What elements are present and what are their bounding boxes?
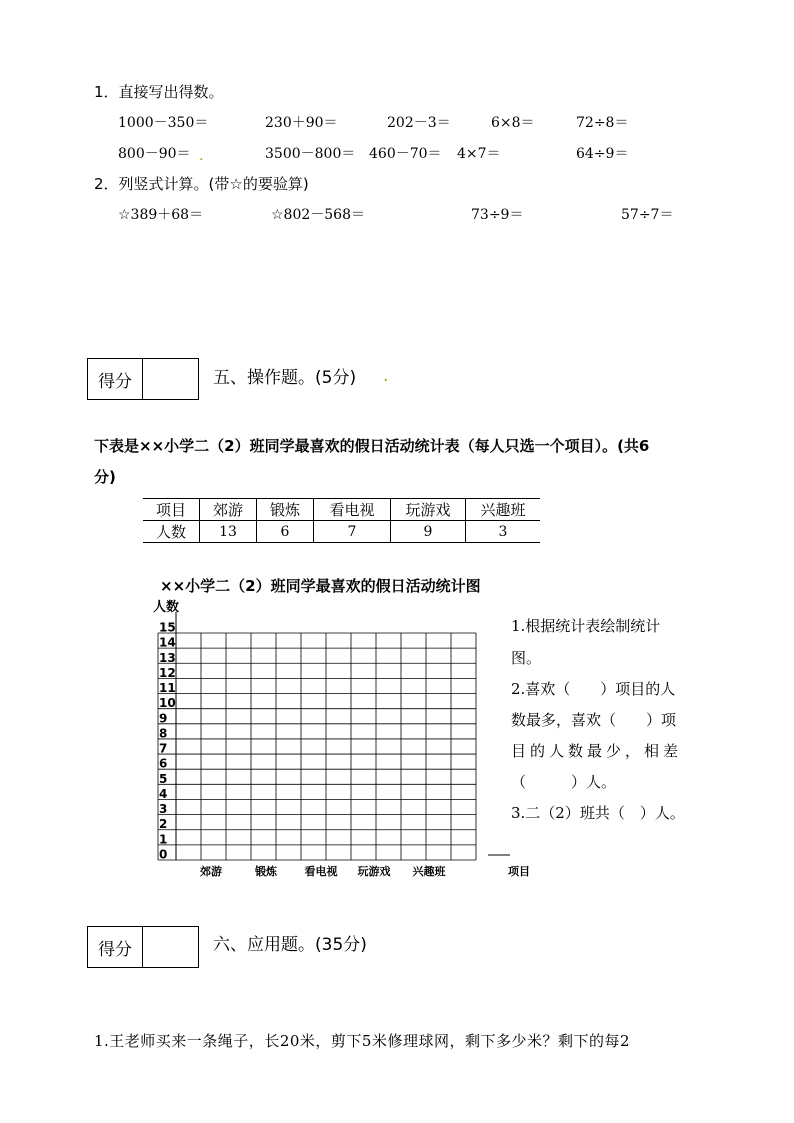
y-tick-label: 2	[159, 817, 168, 832]
q2-item-1: ☆389＋68＝	[118, 207, 204, 223]
q1-r2-c3: 460－70＝	[369, 146, 442, 162]
score-label: 得分	[88, 359, 143, 399]
y-tick-label: 3	[159, 802, 168, 817]
q1-title: 1．直接写出得数。	[94, 83, 224, 101]
chart-title: ××小学二（2）班同学最喜欢的假日活动统计图	[160, 577, 481, 595]
score-field[interactable]	[143, 927, 198, 967]
section6-heading: 六、应用题。(35分)	[213, 935, 367, 955]
score-field[interactable]	[143, 359, 198, 399]
x-category-label: 郊游	[200, 865, 222, 878]
y-tick-label: 7	[159, 741, 168, 756]
x-category-label: 玩游戏	[357, 865, 391, 878]
y-tick-label: 15	[159, 620, 176, 635]
chart-question-line: 数最多，喜欢（ ）项	[511, 711, 677, 729]
x-category-label: 锻炼	[255, 865, 277, 878]
stat-table	[143, 498, 540, 543]
y-tick-label: 10	[159, 696, 176, 711]
score-box-6	[87, 926, 199, 968]
stat-value-cell: 7	[314, 521, 391, 543]
stat-row-label: 人数	[143, 521, 200, 543]
q1-r1-c1: 1000－350＝	[118, 115, 209, 131]
y-tick-label: 6	[159, 756, 168, 771]
y-tick-label: 12	[159, 665, 176, 680]
q1-r2-c5: 64÷9＝	[576, 146, 629, 162]
y-tick-label: 0	[159, 847, 168, 862]
section5-heading: 五、操作题。(5分)	[213, 368, 357, 388]
chart-question-line: 1.根据统计表绘制统计	[511, 617, 661, 635]
y-tick-label: 14	[159, 635, 176, 650]
y-tick-label: 4	[159, 786, 168, 801]
q2-item-3: 73÷9＝	[471, 207, 524, 223]
x-category-label: 兴趣班	[412, 865, 446, 878]
stat-header-cell: 锻炼	[257, 499, 314, 521]
section6-q1: 1.王老师买来一条绳子，长20米，剪下5米修理球网，剩下多少米？剩下的每2	[94, 1032, 630, 1050]
y-tick-label: 13	[159, 650, 176, 665]
q2-title: 2．列竖式计算。(带☆的要验算)	[94, 175, 309, 193]
stat-header-cell: 兴趣班	[466, 499, 541, 521]
chart-question-line: 2.喜欢（ ）项目的人	[511, 680, 676, 698]
x-category-label: 看电视	[304, 865, 338, 878]
stat-header-cell: 项目	[143, 499, 200, 521]
stat-header-cell: 看电视	[314, 499, 391, 521]
q1-r1-c3: 202－3＝	[387, 115, 451, 131]
q1-r1-c4: 6×8＝	[491, 115, 535, 131]
q1-r1-c2: 230＋90＝	[265, 115, 338, 131]
q2-item-2: ☆802－568＝	[271, 207, 365, 223]
chart-question-line: 目的人数最少，相差	[511, 742, 683, 760]
stat-value-cell: 6	[257, 521, 314, 543]
y-tick-label: 8	[159, 726, 168, 741]
y-tick-label: 11	[159, 681, 176, 696]
chart-question-line: （ ）人。	[511, 773, 617, 791]
score-label: 得分	[88, 927, 143, 967]
q1-r2-c1: 800－90＝	[118, 146, 191, 162]
chart-question-line: 3.二（2）班共（ ）人。	[511, 804, 685, 822]
stat-table-value-row	[143, 521, 540, 543]
q1-r1-c5: 72÷8＝	[576, 115, 629, 131]
stat-header-cell: 郊游	[200, 499, 257, 521]
stat-header-cell: 玩游戏	[391, 499, 466, 521]
y-axis-label: 人数	[153, 600, 180, 615]
y-tick-label: 5	[159, 771, 168, 786]
stat-value-cell: 9	[391, 521, 466, 543]
stat-table-header-row	[143, 499, 540, 521]
section5-intro-line2: 分)	[94, 468, 116, 486]
q1-r2-c4: 4×7＝	[457, 146, 501, 162]
q2-item-4: 57÷7＝	[621, 207, 674, 223]
stray-dot: .	[199, 148, 204, 164]
stray-dot: .	[383, 366, 389, 386]
y-tick-label: 1	[159, 832, 168, 847]
stat-value-cell: 13	[200, 521, 257, 543]
x-axis-label: 项目	[508, 865, 530, 878]
section5-intro-line1: 下表是××小学二（2）班同学最喜欢的假日活动统计表（每人只选一个项目）。(共6	[94, 437, 650, 455]
score-box-5	[87, 358, 199, 400]
y-tick-label: 9	[159, 711, 168, 726]
stat-value-cell: 3	[466, 521, 541, 543]
chart-question-line: 图。	[511, 649, 542, 667]
q1-r2-c2: 3500－800＝	[265, 146, 356, 162]
